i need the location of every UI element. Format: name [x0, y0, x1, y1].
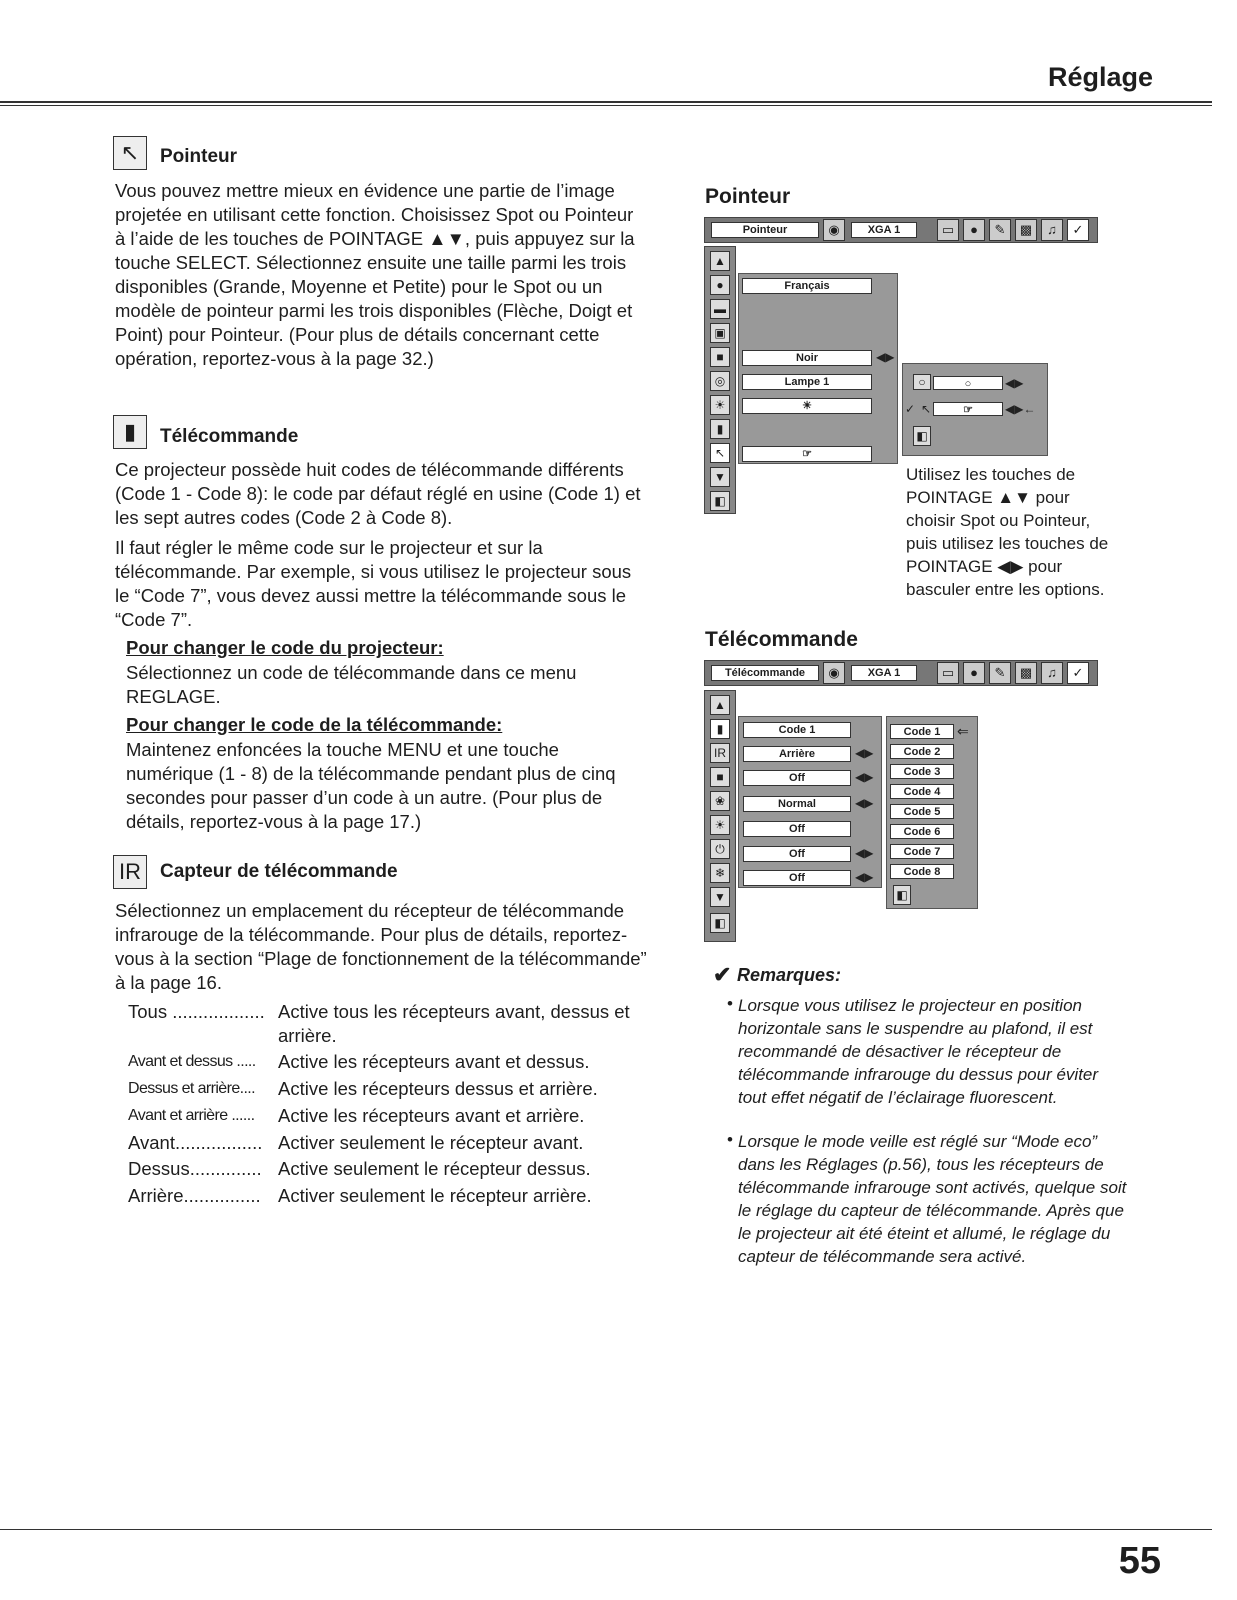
remote-code-submenu	[886, 716, 978, 909]
bulb-field[interactable]	[742, 398, 872, 414]
setting-field[interactable]: Normal	[743, 796, 851, 812]
option-key: Tous ..................	[128, 1001, 265, 1022]
option-key: Arrière...............	[128, 1185, 261, 1206]
camera-icon[interactable]: ◉	[823, 662, 845, 684]
menu-toolbar	[704, 217, 1098, 243]
speaker-icon[interactable]: ♫	[1041, 662, 1063, 684]
menu-toolbar	[704, 660, 1098, 686]
menu-values-panel	[738, 716, 882, 888]
menu-icon[interactable]: ▬	[710, 299, 730, 319]
pointer-style-field[interactable]	[933, 402, 1003, 416]
settings-icon[interactable]: ✓	[1067, 662, 1089, 684]
bullet-icon: •	[727, 1130, 733, 1149]
subheading-remote-code: Pour changer le code de la télécommande:	[126, 714, 503, 735]
cooling-icon[interactable]: ❄	[710, 863, 730, 883]
code-option[interactable]: Code 5	[890, 804, 954, 819]
lamp-field-label: Lampe 1	[784, 376, 830, 388]
pointeur-paragraph: Vous pouvez mettre mieux en évidence une partie de l’image projetée en utilisant cette fonction. Choisissez Spot ou Pointeur à l’aide de les touches de POINTAGE ▲▼, puis appuyez sur la touche SELECT. Sélectionnez ensuite une taille parmi les trois disponibles (Grande, Moyenne et Petite) pour le Spot ou un modèle de pointeur parmi les trois disponibles (Flèche, Doigt et Point) pour Pointeur. (Pour plus de détails concernant cette opération, reportez-vous à la page 32.)	[115, 180, 635, 369]
bullet-icon: •	[727, 994, 733, 1013]
display-icon[interactable]: ▭	[937, 219, 959, 241]
exit-icon[interactable]: ◧	[893, 885, 911, 905]
option-key: Dessus et arrière....	[128, 1080, 256, 1097]
hand-pointer-field[interactable]	[742, 446, 872, 462]
header-rule-thin	[0, 105, 1212, 106]
ir-sensor-field[interactable]: Arrière	[743, 746, 851, 762]
spot-icon[interactable]: ○	[913, 374, 931, 390]
menu-toolbar-mode: XGA 1	[851, 222, 917, 238]
settings-icon[interactable]: ✓	[1067, 219, 1089, 241]
left-right-arrows-icon[interactable]: ◀▶	[855, 846, 874, 860]
subheading-projector-code: Pour changer le code du projecteur:	[126, 637, 444, 658]
checkmark-icon: ✔	[713, 962, 732, 987]
setting-field[interactable]: Off	[743, 870, 851, 886]
remote-control-icon: ▮	[113, 415, 147, 449]
tools-icon[interactable]: ✎	[989, 662, 1011, 684]
background-icon[interactable]: ■	[710, 347, 730, 367]
section-title-pointeur: Pointeur	[160, 146, 238, 167]
language-field[interactable]: Français	[742, 278, 872, 294]
remote-icon[interactable]: ▮	[710, 719, 730, 739]
code-option[interactable]: Code 7	[890, 844, 954, 859]
camera-icon[interactable]: ◉	[823, 219, 845, 241]
logo-icon[interactable]: ▣	[710, 323, 730, 343]
bulb-icon[interactable]: ☀	[710, 815, 730, 835]
menu-toolbar-label: Télécommande	[711, 665, 819, 681]
display-icon[interactable]: ▭	[937, 662, 959, 684]
left-right-arrows-icon[interactable]: ◀▶	[1005, 376, 1024, 390]
setting-field[interactable]: Off	[743, 846, 851, 862]
color-icon[interactable]: ●	[963, 662, 985, 684]
menu-side-icons	[704, 690, 736, 942]
option-key: Avant et arrière ......	[128, 1107, 255, 1124]
page-number: 55	[1118, 1540, 1161, 1582]
menu-heading-telecommande: Télécommande	[705, 628, 858, 651]
setting-field[interactable]: Off	[743, 770, 851, 786]
hand-pointer-icon: ☞	[802, 448, 812, 460]
option-value: Active tous les récepteurs avant, dessus et arrière.	[278, 1001, 630, 1046]
menu-toolbar-label: Pointeur	[711, 222, 819, 238]
pointer-submenu	[902, 363, 1048, 456]
hand-pointer-icon: ☞	[963, 404, 973, 416]
setting-field[interactable]: Off	[743, 821, 851, 837]
down-arrow-icon[interactable]: ▼	[710, 467, 730, 487]
option-value: Active seulement le récepteur dessus.	[278, 1158, 591, 1179]
menu-values-panel	[738, 273, 898, 464]
spot-size-field[interactable]	[933, 376, 1003, 390]
image-icon[interactable]: ▩	[1015, 219, 1037, 241]
menu-side-icons	[704, 246, 736, 514]
menu-toolbar-mode: XGA 1	[851, 665, 917, 681]
option-key: Dessus..............	[128, 1158, 262, 1179]
left-right-arrows-icon[interactable]: ◀▶	[855, 746, 874, 760]
option-value: Active les récepteurs avant et dessus.	[278, 1051, 590, 1072]
exit-icon[interactable]: ◧	[913, 426, 931, 446]
capteur-paragraph: Sélectionnez un emplacement du récepteur de télécommande infrarouge de la télécommande. Pour plus de détails, reportez-vous à la section “Plage de fonctionnement de la télécommande” à la page 16.	[115, 900, 647, 993]
projector-code-text: Sélectionnez un code de télécommande dans ce menu REGLAGE.	[126, 662, 577, 707]
remark-item: Lorsque vous utilisez le projecteur en position horizontale sans le suspendre au plafond, il est recommandé de désactiver le récepteur de télécommande infrarouge du dessus pour éviter tout effet négatif de l’éclairage fluorescent.	[738, 996, 1099, 1107]
image-icon[interactable]: ▩	[1015, 662, 1037, 684]
background-field[interactable]: Noir	[742, 350, 872, 366]
code-option[interactable]: Code 8	[890, 864, 954, 879]
code-option[interactable]: Code 2	[890, 744, 954, 759]
pointer-icon: ↖	[113, 136, 147, 170]
code-option[interactable]: Code 3	[890, 764, 954, 779]
code-option[interactable]: Code 4	[890, 784, 954, 799]
exit-icon[interactable]: ◧	[710, 491, 730, 511]
lamp-field[interactable]	[742, 374, 872, 390]
fan-icon[interactable]: ❀	[710, 791, 730, 811]
section-title-telecommande: Télécommande	[160, 426, 299, 447]
ir-sensor-icon[interactable]: IR	[710, 743, 730, 763]
remote-code-field[interactable]: Code 1	[743, 722, 851, 738]
footer-rule	[0, 1529, 1212, 1530]
telecommande-paragraph-2: Il faut régler le même code sur le projecteur et sur la télécommande. Par exemple, si vous utilisez le projecteur sous le “Code 7”, vous devez aussi mettre la télécommande sous le “Code 7”.	[115, 537, 632, 630]
option-value: Activer seulement le récepteur avant.	[278, 1132, 584, 1153]
checkmark-icon: ✓	[905, 402, 916, 416]
remote-code-text: Maintenez enfoncées la touche MENU et une touche numérique (1 - 8) de la télécommande pendant plus de cinq secondes pour passer d’un code à un autre. (Pour plus de détails, reportez-vous à la page 17.)	[126, 739, 616, 832]
pointer-instruction-note: Utilisez les touches de POINTAGE ▲▼ pour choisir Spot ou Pointeur, puis utilisez les touches de POINTAGE ◀▶ pour basculer entre les options.	[906, 465, 1109, 599]
menu-heading-pointeur: Pointeur	[705, 185, 791, 208]
option-value: Activer seulement le récepteur arrière.	[278, 1185, 592, 1206]
option-value: Active les récepteurs dessus et arrière.	[278, 1078, 598, 1099]
power-icon[interactable]: ⏻	[710, 839, 730, 859]
pointer-menu-icon[interactable]: ↖	[710, 443, 730, 463]
speaker-icon[interactable]: ♫	[1041, 219, 1063, 241]
up-arrow-icon[interactable]: ▲	[710, 251, 730, 271]
left-right-arrows-icon[interactable]: ◀▶	[855, 870, 874, 884]
ir-sensor-icon: IR	[113, 855, 147, 889]
left-right-arrows-icon[interactable]: ◀▶	[855, 770, 874, 784]
section-title-capteur: Capteur de télécommande	[160, 861, 398, 882]
code-option[interactable]: Code 1	[890, 724, 954, 739]
up-arrow-icon[interactable]: ▲	[710, 695, 730, 715]
tools-icon[interactable]: ✎	[989, 219, 1011, 241]
arrow-pointer-icon: ↖	[921, 402, 932, 416]
remarks-title: Remarques:	[737, 965, 842, 985]
remark-item: Lorsque le mode veille est réglé sur “Mode eco” dans les Réglages (p.56), tous les récepteurs de télécommande infrarouge sont activés, quelque soit le réglage du capteur de télécommande. Après que le projecteur ait été éteint et allumé, le réglage du capteur de télécommande sera activé.	[738, 1132, 1127, 1266]
option-value: Active les récepteurs avant et arrière.	[278, 1105, 585, 1126]
language-icon[interactable]: ●	[710, 275, 730, 295]
lamp-icon[interactable]: ◎	[710, 371, 730, 391]
circle-icon: ○	[964, 378, 972, 390]
bulb-icon[interactable]: ☀	[710, 395, 730, 415]
selection-arrow-icon: ⇐	[957, 723, 969, 739]
code-option[interactable]: Code 6	[890, 824, 954, 839]
remote-icon[interactable]: ▮	[710, 419, 730, 439]
background-icon[interactable]: ■	[710, 767, 730, 787]
down-arrow-icon[interactable]: ▼	[710, 887, 730, 907]
option-key: Avant.................	[128, 1132, 263, 1153]
left-right-arrows-icon[interactable]: ◀▶	[876, 350, 895, 364]
color-icon[interactable]: ●	[963, 219, 985, 241]
telecommande-paragraph-1: Ce projecteur possède huit codes de télécommande différents (Code 1 - Code 8): le code par défaut réglé en usine (Code 1) et les sept autres codes (Code 2 à Code 8).	[115, 459, 641, 528]
exit-icon[interactable]: ◧	[710, 913, 730, 933]
left-right-arrows-icon[interactable]: ◀▶←	[1005, 402, 1036, 416]
left-right-arrows-icon[interactable]: ◀▶	[855, 796, 874, 810]
header-rule	[0, 101, 1212, 103]
option-key: Avant et dessus .....	[128, 1053, 256, 1070]
bulb-small-icon: ☀	[802, 400, 812, 412]
page-header-title: Réglage	[1047, 62, 1153, 92]
